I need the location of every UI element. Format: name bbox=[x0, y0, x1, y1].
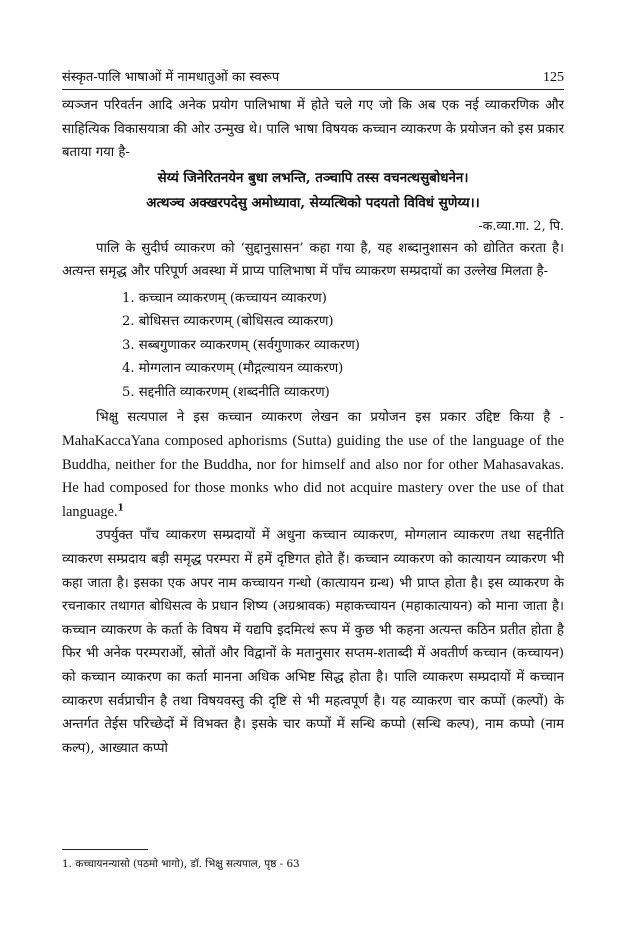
list-item: 3. सब्बगुणाकर व्याकरणम् (सर्वगुणाकर व्याकरण) bbox=[122, 337, 360, 353]
verse-line-2: अत्थञ्च अक्खरपदेसु अमोध्यावा, सेय्यत्थिको पदयतो विविधं सुणेय्य।। bbox=[146, 194, 480, 211]
page-body bbox=[62, 70, 564, 760]
paragraph-grammar-schools: पालि के सुदीर्घ व्याकरण को ‘सुद्दानुसासन’ कहा गया है, यह शब्दानुशासन को द्योतित करता है। अत्यन्त समृद्ध और परिपूर्ण अवस्था में प्राप्य पालिभाषा में पाँच व्याकरण सम्प्रदायों का उल्लेख मिलता है- bbox=[62, 240, 564, 280]
footnote: 1. कच्चायनन्यासो (पठमो भागो), डॉ. भिक्षु सत्यपाल, पृष्ठ - 63 bbox=[62, 858, 300, 870]
header-rule bbox=[62, 89, 564, 90]
verse-reference: -क.व्या.गा. 2, पि. bbox=[478, 217, 564, 233]
list-item: 4. मोग्गलान व्याकरणम् (मौद्गल्यायन व्याकरण) bbox=[122, 361, 344, 377]
schools-list bbox=[62, 287, 564, 405]
footnote-marker[interactable]: 1 bbox=[117, 503, 124, 514]
purpose-english-quote: MahaKaccaYana composed aphorisms (Sutta) guiding the use of the language of the Buddha, neither for the Buddha, nor for himself and also nor for other Mahasavakas. He had composed for those monks who did not acquire mastery over the use of that language. bbox=[62, 433, 564, 520]
footnote-rule bbox=[62, 849, 148, 850]
running-title: संस्कृत-पालि भाषाओं में नामधातुओं का स्वरूप bbox=[62, 70, 280, 85]
list-item: 5. सद्दनीति व्याकरणम् (शब्दनीति व्याकरण) bbox=[122, 384, 330, 400]
page-number: 125 bbox=[543, 70, 564, 85]
list-item: 1. कच्चान व्याकरणम् (कच्चायन व्याकरण) bbox=[122, 290, 327, 306]
verse-line-1: सेय्यं जिनेरितनयेन बुधा लभन्ति, तञ्चापि तस्स वचनत्थसुबोधनेन। bbox=[157, 169, 469, 186]
paragraph-intro: व्यञ्जन परिवर्तन आदि अनेक प्रयोग पालिभाषा में होते चले गए जो कि अब एक नई व्याकरणिक और साहित्यिक विकासयात्रा की ओर उन्मुख थे। पालि भाषा विषयक कच्चान व्याकरण के प्रयोजन को इस प्रकार बताया गया है- bbox=[62, 98, 564, 161]
purpose-hindi: भिक्षु सत्यपाल ने इस कच्चान व्याकरण लेखन का प्रयोजन इस प्रकार उद्दिष्ट किया है - bbox=[96, 410, 564, 426]
paragraph-purpose bbox=[62, 406, 564, 524]
list-item: 2. बोधिसत्त व्याकरणम् (बोधिसत्व व्याकरण) bbox=[122, 314, 334, 330]
paragraph-kaccana: उपर्युक्त पाँच व्याकरण सम्प्रदायों में अधुना कच्चान व्याकरण, मोग्गलान व्याकरण तथा सद्दनीति व्याकरण सम्प्रदाय बड़ी समृद्ध परम्परा में हमें दृष्टिगत होते हैं। कच्चान व्याकरण को कात्यायन व्याकरण भी कहा जाता है। इसका एक अपर नाम कच्चायन गन्धो (कात्यायन ग्रन्थ) भी प्राप्त होता है। इस व्याकरण के रचनाकार तथागत बोधिसत्व के प्रधान शिष्य (अग्रश्रावक) महाकच्चायन (महाकात्यायन) को माना जाता है। कच्चान व्याकरण के कर्ता के विषय में यद्यपि इदमित्थं रूप में कुछ भी कहना अत्यन्त कठिन प्रतीत होता है फिर भी अनेक परम्पराओं, स्रोतों और विद्वानों के मतानुसार सप्तम-शताब्दी में अवतीर्ण कच्चान (कच्चायन) को कच्चान व्याकरण का कर्ता मानना अधिक अभिष्ट सिद्ध होता है। पालि व्याकरण सम्प्रदायों में कच्चान व्याकरण सर्वप्राचीन है तथा विषयवस्तु की दृष्टि से भी महत्वपूर्ण है। यह व्याकरण चार कप्पों (कल्पों) के अन्तर्गत तेईस परिच्छेदों में विभक्त है। इसके चार कप्पों में सन्धि कप्पो (सन्धि कल्प), नाम कप्पो (नाम कल्प), आख्यात कप्पो bbox=[62, 528, 564, 756]
running-header bbox=[62, 70, 564, 86]
